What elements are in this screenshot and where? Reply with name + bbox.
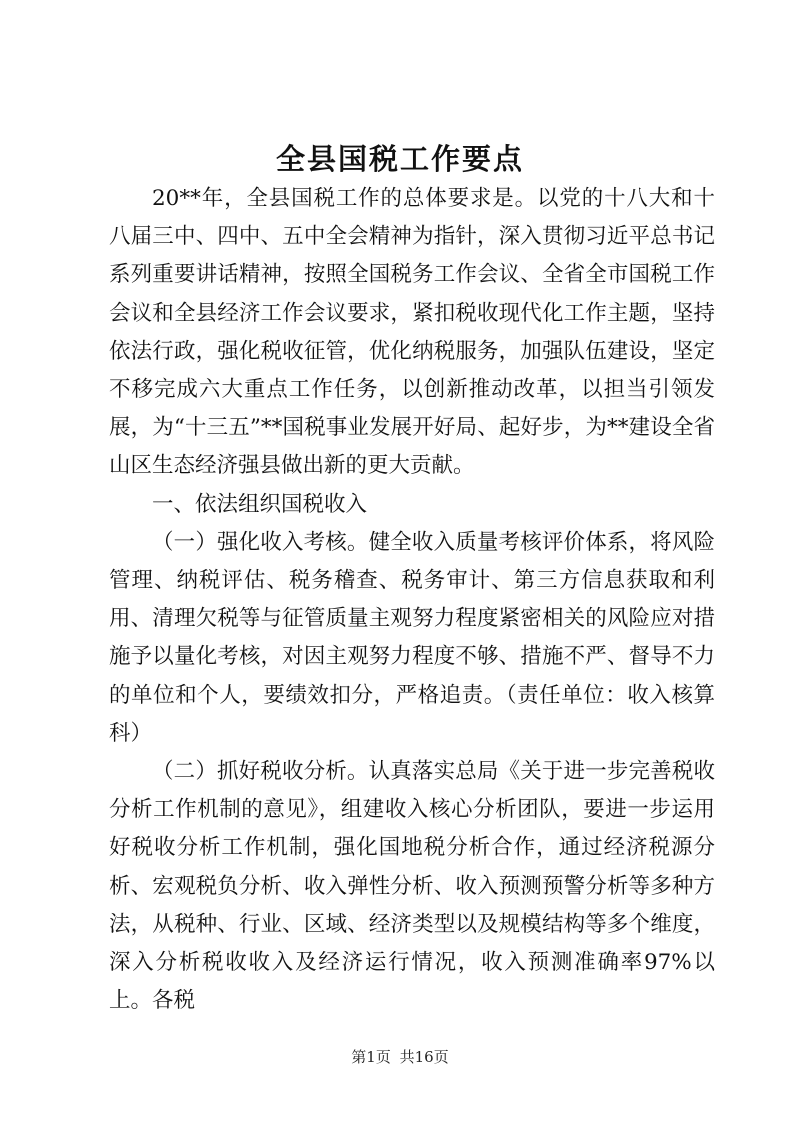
document-body (109, 180, 715, 1020)
document-title: 全县国税工作要点 (275, 142, 524, 176)
page-number: 第1页 (351, 1048, 391, 1066)
intro-paragraph: 20**年，全县国税工作的总体要求是。以党的十八大和十八届三中、四中、五中全会精神为指针，深入贯彻习近平总书记系列重要讲话精神，按照全国税务工作会议、全省全市国税工作会议和全县经济工作会议要求，紧扣税收现代化工作主题，坚持依法行政，强化税收征管，优化纳税服务，加强队伍建设，坚定不移完成六大重点工作任务，以创新推动改革，以担当引领发展，为“十三五”**国税事业发展开好局、起好步，为**建设全省山区生态经济强县做出新的更大贡献。 (109, 186, 715, 479)
subsection-paragraph-2: （二）抓好税收分析。认真落实总局《关于进一步完善税收分析工作机制的意见》，组建收入核心分析团队，要进一步运用好税收分析工作机制，强化国地税分析合作，通过经济税源分析、宏观税负分析、收入弹性分析、收入预测预警分析等多种方法，从税种、行业、区域、经济类型以及规模结构等多个维度，深入分析税收收入及经济运行情况，收入预测准确率97%以上。各税 (109, 759, 715, 1014)
subsection-paragraph-1: （一）强化收入考核。健全收入质量考核评价体系，将风险管理、纳税评估、税务稽查、税务审计、第三方信息获取和利用、清理欠税等与征管质量主观努力程度紧密相关的风险应对措施予以量化考核，对因主观努力程度不够、措施不严、督导不力的单位和个人，要绩效扣分，严格追责。（责任单位：收入核算科） (109, 529, 715, 746)
page-total: 共16页 (399, 1048, 449, 1066)
page-footer (0, 1046, 800, 1067)
section-heading: 一、依法组织国税收入 (152, 491, 368, 517)
